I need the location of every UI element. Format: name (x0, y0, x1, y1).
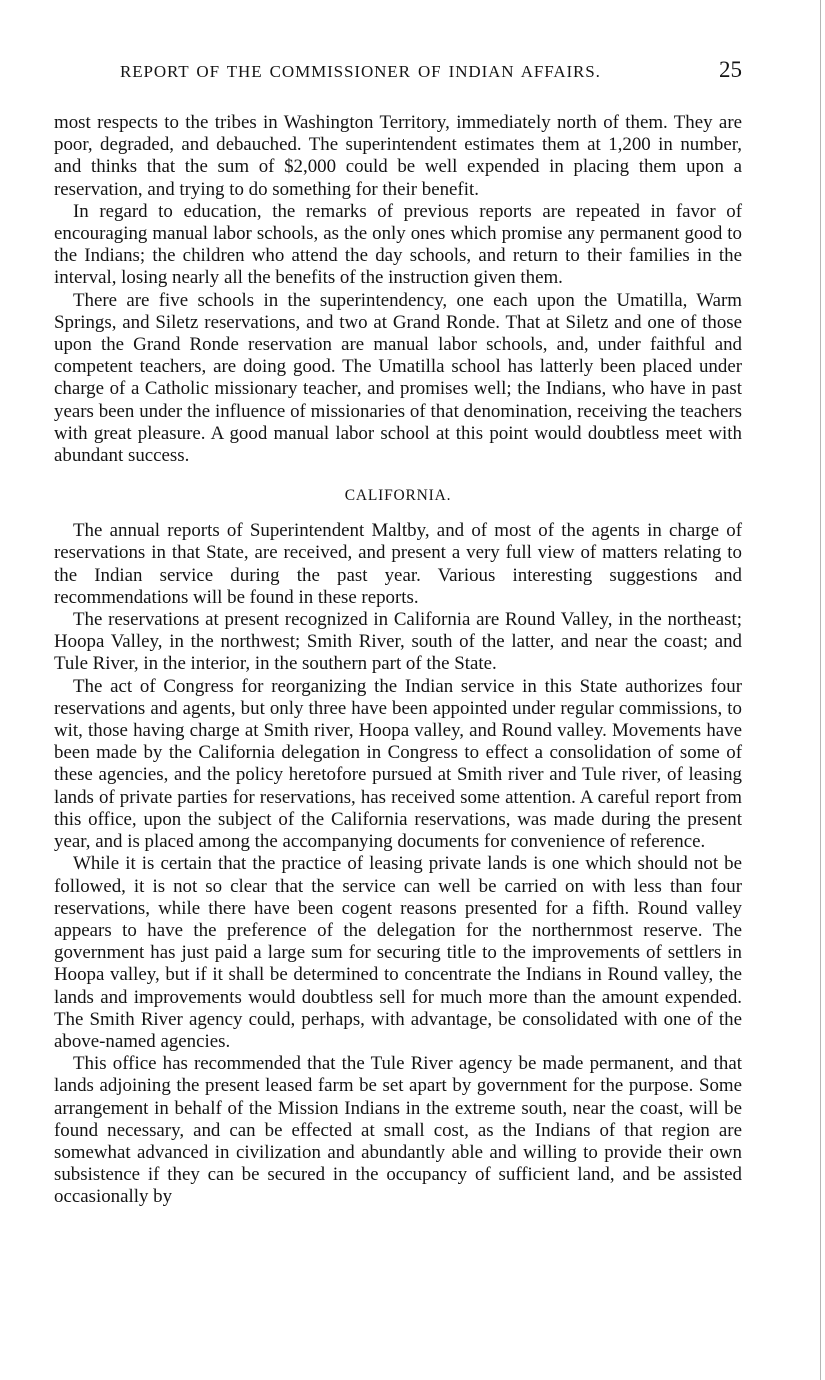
running-head (52, 58, 742, 92)
paragraph-leasing-lands: While it is certain that the practice of leasing private lands is one which should not be followed, it is not so clear that the service can well be carried on with less than four reservations, while there have been cogent reasons presented for a fifth. Round valley appears to have the preference of the delegation for the northernmost reserve. The government has just paid a large sum for securing title to the improvements of settlers in Hoopa valley, but if it shall be determined to concentrate the Indians in Round valley, the lands and improvements would doubtless sell for much more than the amount expended. The Smith River agency could, perhaps, with advantage, be consolidated with one of the above-named agencies. (54, 853, 742, 1052)
paragraph-act-of-congress: The act of Congress for reorganizing the Indian service in this State authorizes four reservations and agents, but only three have been appointed under regular commissions, to wit, those having charge at Smith river, Hoopa valley, and Round valley. Movements have been made by the California delegation in Congress to effect a consolidation of some of these agencies, and the policy heretofore pursued at Smith river and Tule river, of leasing lands of private parties for reservations, has received some attention. A careful report from this office, upon the subject of the California reservations, was made during the present year, and is placed among the accompanying documents for convenience of reference. (54, 675, 742, 853)
paragraph-schools: There are five schools in the superintendency, one each upon the Umatilla, Warm Springs, and Siletz reservations, and two at Grand Ronde. That at Siletz and one of those upon the Grand Ronde reservation are manual labor schools, and, under faithful and competent teachers, are doing good. The Umatilla school has latterly been placed under charge of a Catholic missionary teacher, and promises well; the Indians, who have in past years been under the influence of missionaries of that denomination, receiving the teachers with great pleasure. A good manual labor school at this point would doubtless meet with abundant success. (54, 289, 742, 467)
paragraph-annual-reports: The annual reports of Superintendent Maltby, and of most of the agents in charge of reservations in that State, are received, and present a very full view of matters relating to the Indian service during the past year. Various interesting suggestions and recommendations will be found in these reports. (54, 520, 742, 608)
paragraph-oregon-tribes: most respects to the tribes in Washington Territory, immediately north of them. They are poor, degraded, and debauched. The superintendent estimates them at 1,200 in number, and thinks that the sum of $2,000 could be well expended in placing them upon a reservation, and trying to do something for their benefit. (54, 112, 742, 200)
running-head-title: REPORT OF THE COMMISSIONER OF INDIAN AFFAIRS. (120, 62, 601, 81)
body-text (54, 112, 742, 1209)
paragraph-education: In regard to education, the remarks of previous reports are repeated in favor of encouraging manual labor schools, as the only ones which promise any permanent good to the Indians; the children who attend the day schools, and return to their families in the interval, losing nearly all the benefits of the instruction given them. (54, 200, 742, 289)
page-number: 25 (719, 57, 742, 82)
section-heading-california: CALIFORNIA. (344, 487, 452, 505)
page-edge (820, 0, 821, 1380)
paragraph-reservations: The reservations at present recognized in California are Round Valley, in the northeast; Hoopa Valley, in the northwest; Smith River, south of the latter, and near the coast; and Tule River, in the interior, in the southern part of the State. (54, 609, 742, 675)
paragraph-tule-river: This office has recommended that the Tule River agency be made permanent, and that lands adjoining the present leased farm be set apart by government for the purpose. Some arrangement in behalf of the Mission Indians in the extreme south, near the coast, will be found necessary, and can be effected at small cost, as the Indians of that region are somewhat advanced in civilization and abundantly able and willing to provide their own subsistence if they can be secured in the occupancy of sufficient land, and be assisted occasionally by (54, 1053, 742, 1208)
